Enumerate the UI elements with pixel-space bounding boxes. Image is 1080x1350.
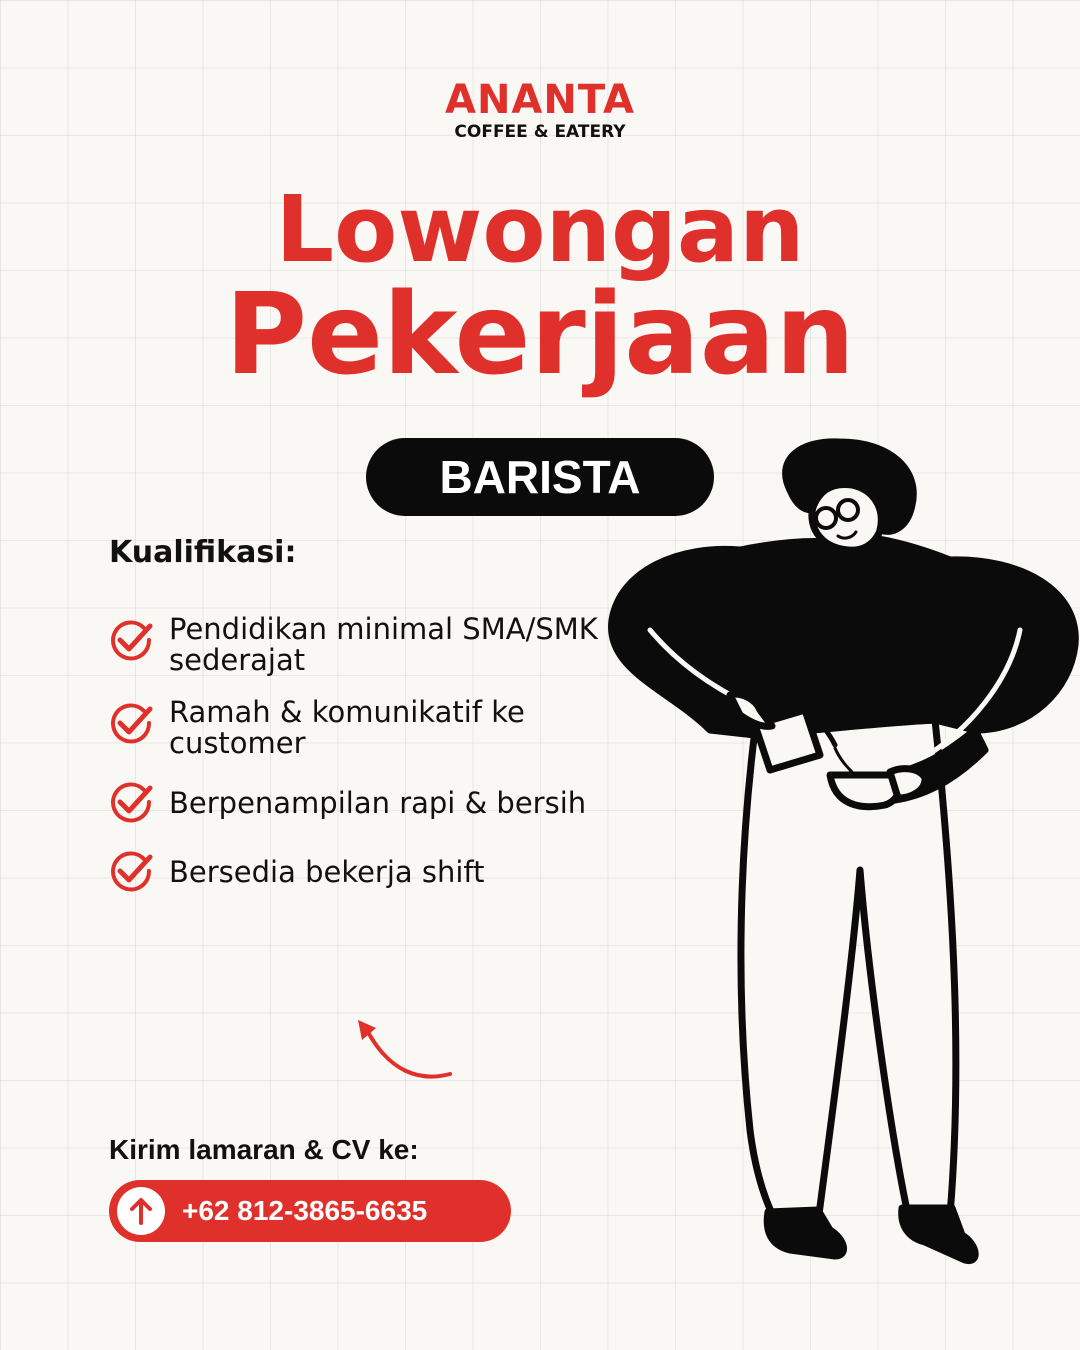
role-badge: BARISTA xyxy=(366,438,714,516)
headline-line-2: Pekerjaan xyxy=(225,270,855,400)
check-circle-icon xyxy=(108,701,154,747)
arrow-up-icon xyxy=(117,1187,165,1235)
qualification-text: customer xyxy=(169,726,306,760)
phone-number: +62 812-3865-6635 xyxy=(182,1195,428,1226)
check-circle-icon xyxy=(108,849,154,895)
phone-contact-button[interactable] xyxy=(109,1180,511,1242)
barista-illustration xyxy=(590,430,1080,1280)
qualification-text: Berpenampilan rapi & bersih xyxy=(169,786,587,820)
headline-line-1: Lowongan xyxy=(275,176,805,283)
qualification-text: Ramah & komunikatif ke xyxy=(169,695,525,729)
brand-tagline: COFFEE & EATERY xyxy=(454,122,626,142)
check-circle-icon xyxy=(108,780,154,826)
curved-arrow-icon xyxy=(350,1010,460,1090)
brand-name: ANANTA xyxy=(444,77,635,123)
qualifications-heading: Kualifikasi: xyxy=(109,535,297,570)
qualification-text: Pendidikan minimal SMA/SMK xyxy=(169,612,598,646)
qualification-text: Bersedia bekerja shift xyxy=(169,855,485,889)
brand-logo xyxy=(0,78,1080,142)
qualification-text: sederajat xyxy=(169,643,306,677)
apply-label: Kirim lamaran & CV ke: xyxy=(109,1134,419,1165)
check-circle-icon xyxy=(108,618,154,664)
